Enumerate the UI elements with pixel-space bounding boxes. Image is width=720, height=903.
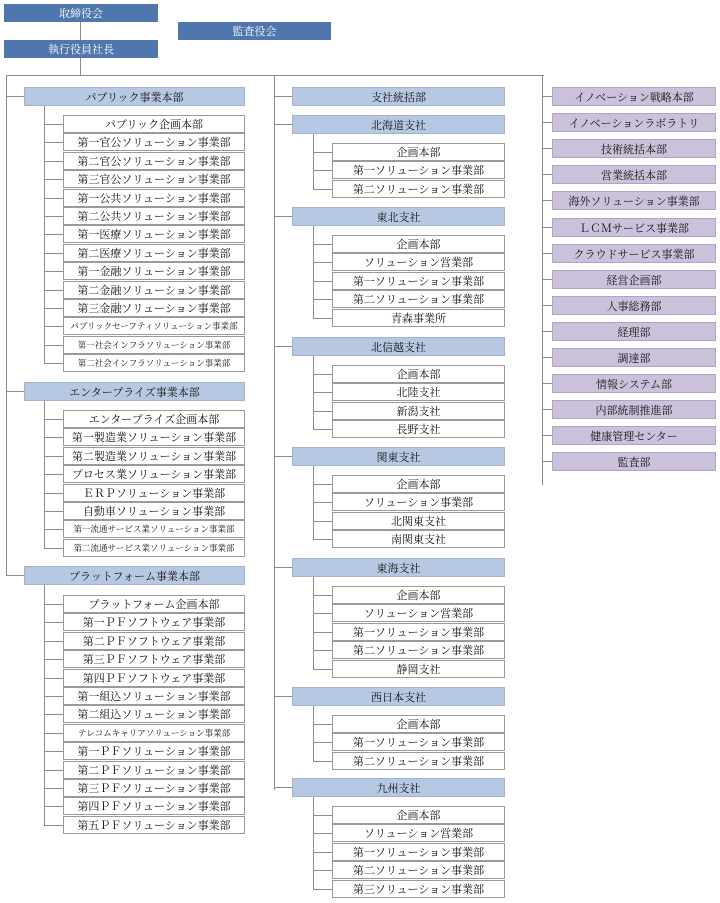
branch-department-box-label: 第二ソリューション事業部 <box>352 293 485 306</box>
branch-department-box <box>332 383 505 401</box>
connector-line <box>542 75 543 485</box>
connector-line <box>313 134 314 189</box>
connector-line <box>313 244 332 245</box>
corporate-unit-box <box>552 374 716 393</box>
department-box <box>63 539 245 557</box>
branch-department-box <box>332 365 505 383</box>
department-box-label: テレコムキャリアソリューション事業部 <box>77 729 231 739</box>
branch-department-box <box>332 715 505 733</box>
department-box-label: 第一社会インフラソリューション事業部 <box>77 341 231 351</box>
department-box <box>63 410 245 428</box>
department-box <box>63 115 245 133</box>
branch-department-box <box>332 843 505 861</box>
branch-header-label: 東北支社 <box>376 210 421 224</box>
branch-department-box-label: 青森事業所 <box>391 312 446 325</box>
connector-line <box>44 271 63 272</box>
president-label: 執行役員社長 <box>48 43 114 56</box>
connector-line <box>313 815 332 816</box>
department-box-label: 第二流通サービス業ソリューション事業部 <box>73 544 235 554</box>
department-box-label: プロセス業ソリューション事業部 <box>71 468 237 481</box>
division-header <box>24 382 245 401</box>
board-label: 取締役会 <box>59 7 103 20</box>
corporate-unit-box-label: ＬＣＭサービス事業部 <box>579 221 689 235</box>
department-box-label: パブリックセーフティソリューション事業部 <box>70 322 238 332</box>
connector-line <box>44 290 63 291</box>
department-box-label: 自動車ソリューション事業部 <box>82 505 226 518</box>
connector-line <box>80 58 81 75</box>
branch-department-box <box>332 420 505 438</box>
department-box <box>63 465 245 483</box>
branch-department-box-label: ソリューション営業部 <box>363 256 474 269</box>
department-box <box>63 520 245 538</box>
branch-department-box-label: 第三ソリューション事業部 <box>352 883 485 896</box>
connector-line <box>313 429 332 430</box>
department-box <box>63 705 245 723</box>
branch-header-label: 東海支社 <box>376 561 421 575</box>
president-box <box>4 40 158 58</box>
corporate-unit-box-label: 健康管理センター <box>590 429 678 443</box>
branch-department-box-label: 第二ソリューション事業部 <box>352 755 485 768</box>
branch-department-box-label: 企画本部 <box>396 368 441 381</box>
connector-line <box>44 493 63 494</box>
connector-line <box>542 96 552 97</box>
branch-header-label: 北信越支社 <box>371 340 426 354</box>
department-box-label: 第一流通サービス業ソリューション事業部 <box>73 525 235 535</box>
connector-line <box>44 345 63 346</box>
branch-department-box <box>332 272 505 290</box>
department-box <box>63 225 245 243</box>
connector-line <box>44 474 63 475</box>
connector-line <box>313 152 332 153</box>
connector-line <box>44 511 63 512</box>
department-box <box>63 447 245 465</box>
connector-line <box>542 227 552 228</box>
department-box-label: 第三金融ソリューション事業部 <box>77 302 231 315</box>
corporate-unit-box <box>552 87 716 106</box>
branch-department-box <box>332 493 505 511</box>
branch-department-box <box>332 475 505 493</box>
department-box <box>63 613 245 631</box>
department-box <box>63 632 245 650</box>
connector-line <box>313 189 332 190</box>
connector-line <box>274 124 292 125</box>
department-box <box>63 816 245 834</box>
branch-department-box-label: ソリューション事業部 <box>363 496 474 509</box>
connector-line <box>6 75 544 76</box>
connector-line <box>44 326 63 327</box>
connector-line <box>274 567 292 568</box>
connector-line <box>44 234 63 235</box>
branch-department-box <box>332 290 505 308</box>
connector-line <box>313 281 332 282</box>
connector-line <box>274 696 292 697</box>
connector-line <box>44 363 63 364</box>
branch-department-box-label: 企画本部 <box>396 809 441 822</box>
connector-line <box>313 392 332 393</box>
branch-department-box <box>332 309 505 327</box>
department-box <box>63 207 245 225</box>
department-box-label: 第四ＰＦソフトウェア事業部 <box>82 672 226 685</box>
branch-department-box <box>332 861 505 879</box>
connector-line <box>542 461 552 462</box>
branch-department-box <box>332 253 505 271</box>
branch-department-box <box>332 586 505 604</box>
department-box-label: エンタープライズ企画本部 <box>88 413 220 426</box>
branch-header <box>292 207 505 226</box>
branch-department-box <box>332 880 505 898</box>
branch-header <box>292 558 505 577</box>
connector-line <box>44 308 63 309</box>
department-box <box>63 170 245 188</box>
connector-line <box>313 318 332 319</box>
connector-line <box>542 357 552 358</box>
corporate-unit-box-label: 調達部 <box>617 351 651 365</box>
department-box-label: 第一組込ソリューション事業部 <box>77 690 231 703</box>
connector-line <box>542 200 552 201</box>
branch-department-box-label: 南関東支社 <box>391 533 446 546</box>
branch-department-box <box>332 623 505 641</box>
branch-department-box-label: ソリューション営業部 <box>363 607 474 620</box>
connector-line <box>274 456 292 457</box>
department-box-label: 第一官公ソリューション事業部 <box>77 136 231 149</box>
department-box-label: 第一金融ソリューション事業部 <box>77 265 231 278</box>
department-box-label: ＥＲＰソリューション事業部 <box>82 487 226 500</box>
connector-line <box>44 733 63 734</box>
division-header <box>24 566 245 585</box>
corporate-unit-box <box>552 270 716 289</box>
connector-line <box>44 659 63 660</box>
connector-line <box>313 411 332 412</box>
connector-line <box>542 435 552 436</box>
department-box-label: 第五ＰＦソリューション事業部 <box>77 819 231 832</box>
department-box-label: 第二医療ソリューション事業部 <box>77 247 231 260</box>
branch-department-box <box>332 752 505 770</box>
connector-line <box>313 595 332 596</box>
branch-department-box-label: 第一ソリューション事業部 <box>352 626 485 639</box>
connector-line <box>6 391 24 392</box>
connector-line <box>542 409 552 410</box>
connector-line <box>313 521 332 522</box>
branch-department-box <box>332 143 505 161</box>
department-box-label: 第二ＰＦソフトウェア事業部 <box>82 635 226 648</box>
connector-line <box>313 669 332 670</box>
connector-line <box>542 331 552 332</box>
branch-department-box-label: 第一ソリューション事業部 <box>352 846 485 859</box>
corporate-unit-box-label: 情報システム部 <box>596 377 672 391</box>
corporate-unit-box-label: 技術統括本部 <box>601 142 667 156</box>
board-box <box>4 4 158 22</box>
branch-department-box-label: 第一ソリューション事業部 <box>352 275 485 288</box>
department-box <box>63 428 245 446</box>
connector-line <box>274 216 292 217</box>
connector-line <box>274 787 292 788</box>
corporate-unit-box <box>552 139 716 158</box>
corporate-unit-box <box>552 322 716 341</box>
branch-header <box>292 447 505 466</box>
connector-line <box>313 299 332 300</box>
connector-line <box>542 383 552 384</box>
corporate-unit-box <box>552 113 716 132</box>
branch-department-box-label: 企画本部 <box>396 146 441 159</box>
department-box <box>63 761 245 779</box>
connector-line <box>313 226 314 318</box>
department-box <box>63 502 245 520</box>
division-header <box>24 87 245 106</box>
department-box <box>63 595 245 613</box>
connector-line <box>542 148 552 149</box>
connector-line <box>313 742 332 743</box>
connector-line <box>542 279 552 280</box>
branch-department-box <box>332 530 505 548</box>
corporate-unit-box-label: 内部統制推進部 <box>595 403 673 417</box>
audit-board-label: 監査役会 <box>232 25 277 38</box>
connector-line <box>44 253 63 254</box>
branch-department-box <box>332 161 505 179</box>
connector-line <box>274 75 275 790</box>
corporate-unit-box <box>552 218 716 237</box>
department-box-label: 第一ＰＦソリューション事業部 <box>77 745 231 758</box>
branch-department-box-label: 長野支社 <box>396 423 441 436</box>
connector-line <box>80 22 81 40</box>
branch-department-box <box>332 402 505 420</box>
department-box-label: 第二公共ソリューション事業部 <box>77 210 231 223</box>
branch-header <box>292 687 505 706</box>
connector-line <box>44 456 63 457</box>
corporate-unit-box <box>552 400 716 419</box>
department-box <box>63 484 245 502</box>
department-box <box>63 797 245 815</box>
connector-line <box>44 714 63 715</box>
branch-department-box-label: 第一ソリューション事業部 <box>352 164 485 177</box>
connector-line <box>313 262 332 263</box>
corporate-unit-box-label: 経営企画部 <box>606 273 662 287</box>
connector-line <box>44 806 63 807</box>
department-box-label: 第二製造業ソリューション事業部 <box>71 450 237 463</box>
corporate-unit-box <box>552 452 716 471</box>
connector-line <box>313 502 332 503</box>
department-box <box>63 152 245 170</box>
connector-line <box>6 575 24 576</box>
department-box <box>63 354 245 372</box>
branch-department-box-label: 企画本部 <box>396 589 441 602</box>
corporate-unit-box <box>552 348 716 367</box>
branch-department-box-label: 静岡支社 <box>396 663 441 676</box>
connector-line <box>313 761 332 762</box>
branch-header-label: 西日本支社 <box>371 690 426 704</box>
connector-line <box>313 852 332 853</box>
connector-line <box>274 346 292 347</box>
department-box <box>63 133 245 151</box>
department-box-label: プラットフォーム企画本部 <box>88 598 220 611</box>
department-box <box>63 336 245 354</box>
connector-line <box>313 613 332 614</box>
branch-department-box-label: 第二ソリューション事業部 <box>352 864 485 877</box>
connector-line <box>313 650 332 651</box>
department-box <box>63 262 245 280</box>
corporate-unit-box-label: 監査部 <box>617 455 651 469</box>
branch-department-box-label: 第一ソリューション事業部 <box>352 736 485 749</box>
connector-line <box>44 751 63 752</box>
branch-header <box>292 87 505 106</box>
branch-department-box-label: 企画本部 <box>396 478 441 491</box>
connector-line <box>313 577 314 669</box>
connector-line <box>313 706 314 761</box>
connector-line <box>542 253 552 254</box>
department-box <box>63 742 245 760</box>
audit-board-box <box>178 22 331 40</box>
division-header-label: パブリック事業本部 <box>85 90 184 104</box>
connector-line <box>44 216 63 217</box>
department-box-label: 第四ＰＦソリューション事業部 <box>77 800 231 813</box>
branch-department-box-label: 企画本部 <box>396 718 441 731</box>
branch-department-box <box>332 180 505 198</box>
division-header-label: プラットフォーム事業本部 <box>69 569 200 583</box>
department-box <box>63 299 245 317</box>
connector-line <box>542 305 552 306</box>
corporate-unit-box <box>552 426 716 445</box>
connector-line <box>44 179 63 180</box>
connector-line <box>313 484 332 485</box>
department-box-label: 第三ＰＦソフトウェア事業部 <box>82 653 226 666</box>
department-box-label: パブリック企画本部 <box>104 118 204 131</box>
branch-department-box <box>332 512 505 530</box>
department-box <box>63 669 245 687</box>
connector-line <box>44 696 63 697</box>
connector-line <box>313 870 332 871</box>
corporate-unit-box-label: 経理部 <box>617 325 651 339</box>
department-box-label: 第二社会インフラソリューション事業部 <box>77 359 231 369</box>
connector-line <box>313 632 332 633</box>
department-box-label: 第二組込ソリューション事業部 <box>77 708 231 721</box>
department-box-label: 第二官公ソリューション事業部 <box>77 155 231 168</box>
connector-line <box>313 889 332 890</box>
corporate-unit-box <box>552 191 716 210</box>
department-box <box>63 281 245 299</box>
connector-line <box>542 122 552 123</box>
branch-department-box <box>332 235 505 253</box>
branch-header <box>292 778 505 797</box>
connector-line <box>542 174 552 175</box>
connector-line <box>6 75 7 575</box>
branch-header <box>292 115 505 134</box>
connector-line <box>274 96 292 97</box>
connector-line <box>313 539 332 540</box>
connector-line <box>313 374 332 375</box>
branch-department-box <box>332 733 505 751</box>
connector-line <box>44 142 63 143</box>
corporate-unit-box-label: クラウドサービス事業部 <box>573 247 695 261</box>
branch-department-box <box>332 824 505 842</box>
connector-line <box>44 198 63 199</box>
connector-line <box>44 770 63 771</box>
corporate-unit-box-label: イノベーション戦略本部 <box>574 90 694 104</box>
department-box-label: 第三官公ソリューション事業部 <box>77 173 231 186</box>
branch-department-box <box>332 641 505 659</box>
connector-line <box>6 96 24 97</box>
department-box <box>63 650 245 668</box>
department-box <box>63 189 245 207</box>
department-box-label: 第一公共ソリューション事業部 <box>77 192 231 205</box>
department-box-label: 第三ＰＦソリューション事業部 <box>77 782 231 795</box>
corporate-unit-box <box>552 244 716 263</box>
corporate-unit-box <box>552 296 716 315</box>
connector-line <box>44 437 63 438</box>
corporate-unit-box-label: 営業統括本部 <box>601 168 667 182</box>
corporate-unit-box-label: 海外ソリューション事業部 <box>568 194 700 208</box>
connector-line <box>44 529 63 530</box>
branch-department-box-label: 北陸支社 <box>396 386 441 399</box>
branch-header-label: 支社統括部 <box>371 90 426 104</box>
corporate-unit-box-label: イノベーションラボラトリ <box>568 116 700 130</box>
department-box <box>63 244 245 262</box>
corporate-unit-box <box>552 165 716 184</box>
connector-line <box>44 678 63 679</box>
branch-department-box <box>332 806 505 824</box>
connector-line <box>313 833 332 834</box>
connector-line <box>313 724 332 725</box>
branch-header-label: 関東支社 <box>376 450 421 464</box>
branch-header-label: 九州支社 <box>376 781 421 795</box>
department-box <box>63 724 245 742</box>
connector-line <box>44 419 63 420</box>
department-box <box>63 779 245 797</box>
branch-department-box-label: 北関東支社 <box>391 515 446 528</box>
branch-department-box-label: 企画本部 <box>396 238 441 251</box>
branch-header-label: 北海道支社 <box>371 118 426 132</box>
connector-line <box>44 124 63 125</box>
department-box-label: 第一ＰＦソフトウェア事業部 <box>82 616 226 629</box>
department-box <box>63 687 245 705</box>
department-box-label: 第二金融ソリューション事業部 <box>77 284 231 297</box>
connector-line <box>44 788 63 789</box>
connector-line <box>44 825 63 826</box>
connector-line <box>313 797 314 889</box>
corporate-unit-box-label: 人事総務部 <box>606 299 662 313</box>
branch-header <box>292 337 505 356</box>
department-box <box>63 317 245 335</box>
connector-line <box>44 622 63 623</box>
branch-department-box <box>332 604 505 622</box>
department-box-label: 第一製造業ソリューション事業部 <box>71 431 237 444</box>
connector-line <box>313 170 332 171</box>
connector-line <box>44 641 63 642</box>
branch-department-box-label: 第二ソリューション事業部 <box>352 183 485 196</box>
branch-department-box-label: 第二ソリューション事業部 <box>352 644 485 657</box>
branch-department-box <box>332 660 505 678</box>
branch-department-box-label: 新潟支社 <box>396 405 441 418</box>
connector-line <box>44 161 63 162</box>
department-box-label: 第一医療ソリューション事業部 <box>77 228 231 241</box>
connector-line <box>44 604 63 605</box>
connector-line <box>44 548 63 549</box>
department-box-label: 第二ＰＦソリューション事業部 <box>77 764 231 777</box>
division-header-label: エンタープライズ事業本部 <box>69 385 200 399</box>
branch-department-box-label: ソリューション営業部 <box>363 827 474 840</box>
